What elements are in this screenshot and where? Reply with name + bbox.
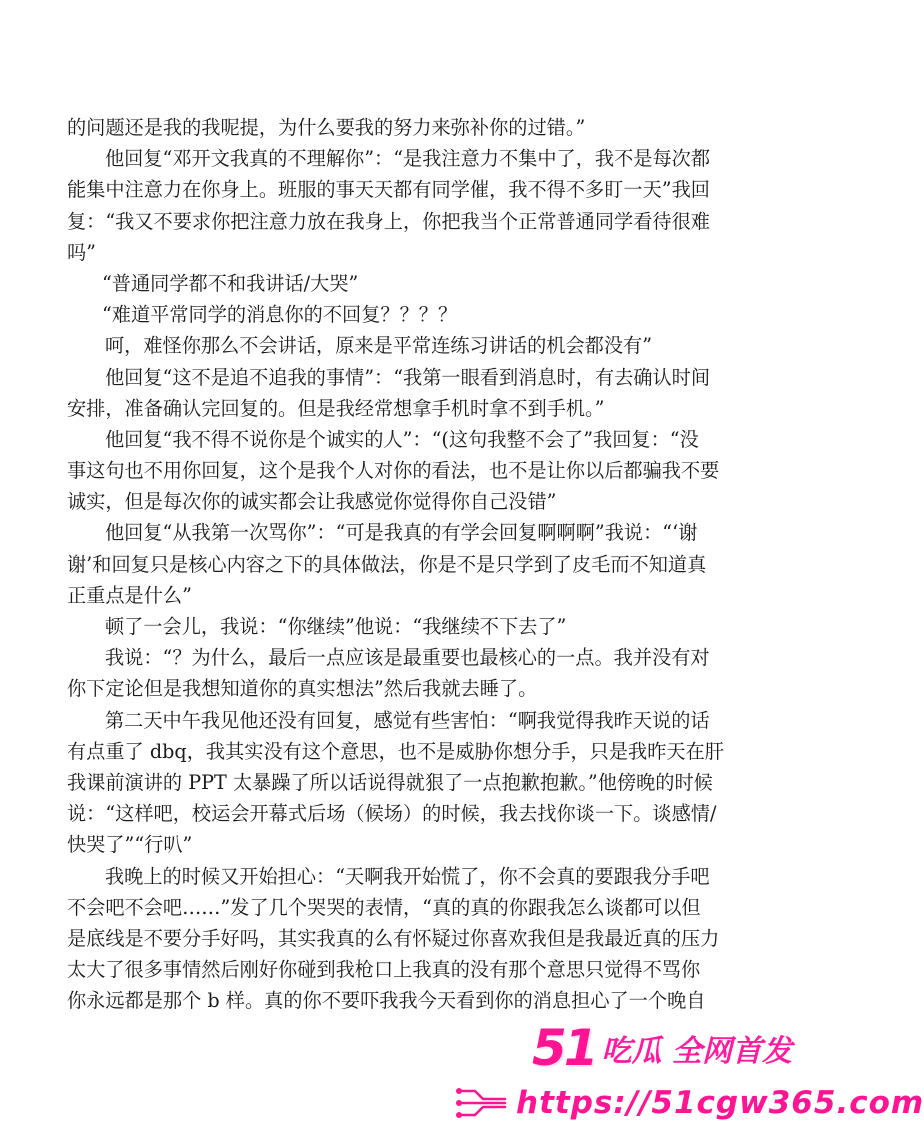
text-line: 顿了一会儿，我说：“你继续”他说：“我继续不下去了” bbox=[105, 615, 567, 638]
text-line: 太大了很多事情然后刚好你碰到我枪口上我真的没有那个意思只觉得不骂你 bbox=[67, 958, 701, 982]
text-line: 呵，难怪你那么不会讲话，原来是平常连练习讲话的机会都没有” bbox=[105, 334, 653, 358]
watermark-logo bbox=[532, 1020, 792, 1076]
text-line: 事这句也不用你回复，这个是我个人对你的看法，也不是让你以后都骗我不要 bbox=[67, 459, 720, 483]
text-line: 我晚上的时候又开始担心：“天啊我开始慌了，你不会真的要跟我分手吧 bbox=[105, 864, 710, 888]
text-line: 谢’和回复只是核心内容之下的具体做法，你是不是只学到了皮毛而不知道真 bbox=[67, 552, 707, 576]
circuit-icon bbox=[455, 1083, 510, 1123]
text-line: 正重点是什么” bbox=[67, 583, 192, 607]
text-line: 复：“我又不要求你把注意力放在我身上，你把我当个正常普通同学看待很难 bbox=[67, 209, 710, 233]
text-line: “难道平常同学的消息你的不回复？？？？ bbox=[102, 303, 458, 327]
text-line: “普通同学都不和我讲话/大哭” bbox=[102, 271, 359, 295]
text-line: 你永远都是那个 b 样。真的你不要吓我我今天看到你的消息担心了一个晚自 bbox=[67, 989, 706, 1013]
text-line: 他回复“我不得不说你是个诚实的人”：“(这句我整不会了”我回复：“没 bbox=[105, 427, 699, 451]
text-line: 吗” bbox=[67, 240, 96, 264]
text-line: 说：“这样吧，校运会开幕式后场（候场）的时候，我去找你谈一下。谈感情/ bbox=[67, 802, 717, 826]
text-line: 快哭了”“行叭” bbox=[67, 833, 193, 857]
text-line: 有点重了 dbq，我其实没有这个意思，也不是威胁你想分手，只是我昨天在肝 bbox=[67, 739, 724, 763]
text-line: 安排，准备确认完回复的。但是我经常想拿手机时拿不到手机。” bbox=[67, 396, 605, 420]
text-line: 的问题还是我的我呢提，为什么要我的努力来弥补你的过错。” bbox=[67, 116, 586, 139]
text-line: 诚实，但是每次你的诚实都会让我感觉你觉得你自己没错” bbox=[67, 490, 557, 514]
watermark-url-row bbox=[455, 1080, 924, 1126]
text-line: 能集中注意力在你身上。班服的事天天都有同学催，我不得不多盯一天”我回 bbox=[67, 178, 710, 202]
text-line: 他回复“邓开文我真的不理解你”：“是我注意力不集中了，我不是每次都 bbox=[105, 147, 711, 171]
text-line: 他回复“从我第一次骂你”：“可是我真的有学会回复啊啊啊”我说：“‘谢 bbox=[105, 521, 698, 545]
text-line: 不会吧不会吧……”发了几个哭哭的表情，“真的真的你跟我怎么谈都可以但 bbox=[67, 895, 701, 919]
text-line: 第二天中午我见他还没有回复，感觉有些害怕：“啊我觉得我昨天说的话 bbox=[105, 708, 710, 732]
text-line: 我说：“？为什么，最后一点应该是最重要也最核心的一点。我并没有对 bbox=[105, 646, 710, 670]
watermark-logo-number: 51 bbox=[531, 1019, 596, 1077]
text-line: 是底线是不要分手好吗，其实我真的么有怀疑过你喜欢我但是我最近真的压力 bbox=[67, 926, 720, 950]
text-line: 我课前演讲的 PPT 太暴躁了所以话说得就狠了一点抱歉抱歉。”他傍晚的时候 bbox=[67, 770, 713, 794]
text-line: 你下定论但是我想知道你的真实想法”然后我就去睡了。 bbox=[67, 677, 538, 701]
text-line: 他回复“这不是追不追我的事情”：“我第一眼看到消息时，有去确认时间 bbox=[105, 365, 711, 389]
document-page bbox=[67, 112, 735, 1016]
watermark-logo-text: 吃瓜 全网首发 bbox=[601, 1034, 792, 1069]
watermark-url: https://51cgw365.com bbox=[516, 1085, 924, 1121]
